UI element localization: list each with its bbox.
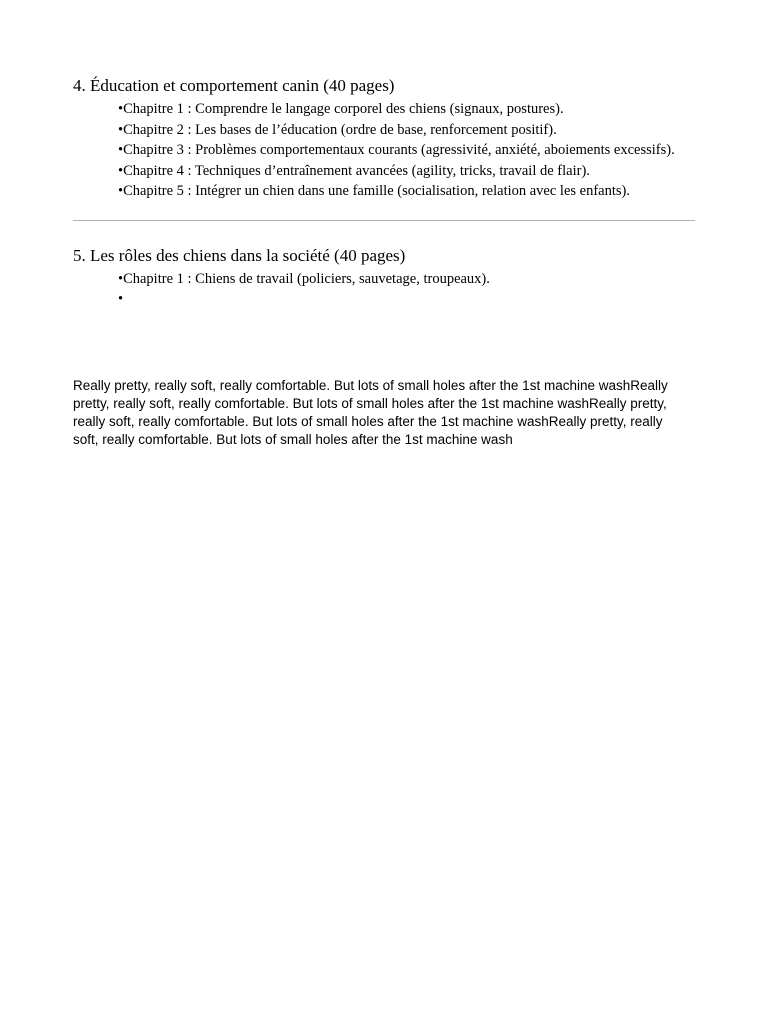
section-4-title: 4. Éducation et comportement canin (40 pages) — [73, 76, 395, 95]
section-4-chapter-2: •Chapitre 2 : Les bases de l’éducation (ordre de base, renforcement positif). — [118, 121, 557, 138]
section-5-chapter-1: •Chapitre 1 : Chiens de travail (policiers, sauvetage, troupeaux). — [118, 270, 490, 287]
review-text: Really pretty, really soft, really comfortable. But lots of small holes after the 1st machine washReally pretty, really soft, really comfortable. But lots of small holes after the 1st machine washReally pretty, really soft, really comfortable. But lots of small holes after the 1st machine washReally pretty, really soft, really comfortable. But lots of small holes after the 1st machine wash — [73, 377, 668, 448]
section-5-title: 5. Les rôles des chiens dans la société (40 pages) — [73, 245, 406, 265]
blank-space — [73, 310, 695, 377]
section-5-chapter-list — [73, 269, 695, 310]
section-4-chapter-list — [73, 99, 695, 202]
section-4-chapter-4: •Chapitre 4 : Techniques d’entraînement avancées (agility, tricks, travail de flair). — [118, 162, 590, 179]
document-page — [73, 74, 695, 449]
section-5-chapter-2: • — [118, 291, 124, 307]
section-divider — [73, 220, 695, 221]
section-4-chapter-3: •Chapitre 3 : Problèmes comportementaux courants (agressivité, anxiété, aboiements excessifs). — [118, 142, 675, 158]
section-4-chapter-1: •Chapitre 1 : Comprendre le langage corporel des chiens (signaux, postures). — [118, 101, 564, 117]
section-4-chapter-5: •Chapitre 5 : Intégrer un chien dans une famille (socialisation, relation avec les enfants). — [118, 183, 630, 199]
